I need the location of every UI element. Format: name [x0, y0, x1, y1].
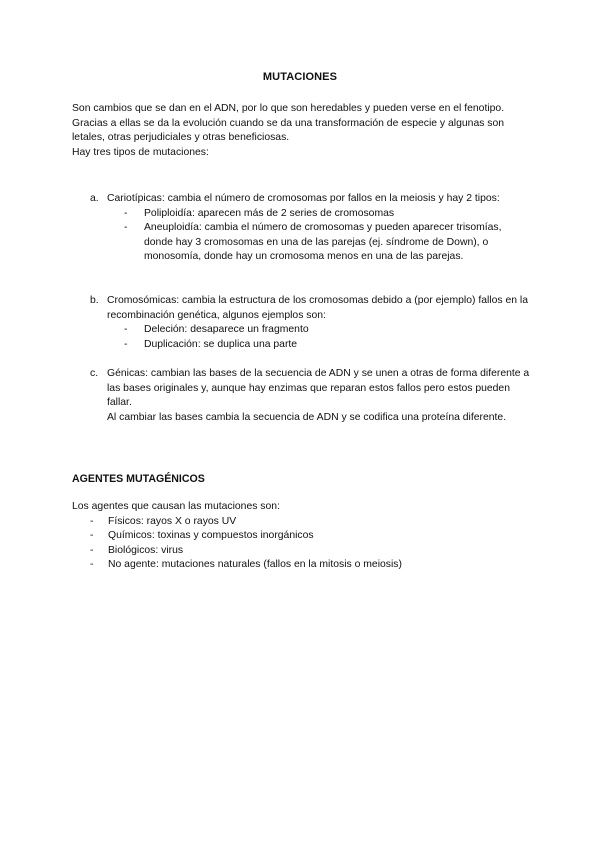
dash-bullet: -	[124, 324, 128, 336]
agents-item-text: No agente: mutaciones naturales (fallos en la mitosis o meiosis)	[108, 559, 402, 571]
sublist-item	[124, 323, 530, 338]
agents-list-item	[72, 544, 532, 559]
mutation-type-text: Cariotípicas: cambia el número de cromosomas por fallos en la meiosis y hay 2 tipos:	[107, 193, 500, 204]
mutation-type-text: Cromosómicas: cambia la estructura de los cromosomas debido a (por ejemplo) fallos en la recombinación genética, algunos ejemplos son:	[107, 295, 529, 321]
agents-intro: Los agentes que causan las mutaciones son:	[72, 501, 280, 512]
sublist-item	[124, 221, 530, 265]
dash-bullet: -	[124, 222, 128, 234]
intro-section	[72, 102, 532, 160]
list-marker: c.	[90, 368, 99, 379]
agents-item-text: Físicos: rayos X o rayos UV	[108, 515, 237, 527]
sublist-item	[124, 338, 530, 353]
agents-list-item	[72, 529, 532, 544]
agents-list-item	[72, 515, 532, 530]
intro-paragraph: Son cambios que se dan en el ADN, por lo que son heredables y pueden verse en el fenotipo.	[72, 103, 505, 114]
agents-list-item	[72, 558, 532, 573]
sublist-item	[124, 207, 530, 222]
mutation-type-a	[90, 192, 530, 265]
list-marker: b.	[90, 295, 99, 306]
agents-item-text: Químicos: toxinas y compuestos inorgánicos	[108, 530, 314, 542]
list-marker: a.	[90, 193, 99, 204]
sublist-item-text: Deleción: desaparece un fragmento	[144, 324, 309, 336]
sublist-item-text: Aneuploidía: cambia el número de cromosomas y pueden aparecer trisomías, donde hay 3 cromosomas en una de las parejas (ej. síndrome de Down), o monosomía, donde hay un cromosoma menos en una de las parejas.	[144, 222, 502, 263]
agents-section	[72, 500, 532, 573]
mutation-type-c	[90, 367, 530, 425]
dash-bullet: -	[90, 530, 94, 542]
dash-bullet: -	[124, 338, 128, 350]
dash-bullet: -	[90, 515, 94, 527]
sublist-item-text: Poliploidía: aparecen más de 2 series de cromosomas	[144, 207, 395, 219]
intro-paragraph: Hay tres tipos de mutaciones:	[72, 146, 209, 158]
intro-paragraph: Gracias a ellas se da la evolución cuando se da una transformación de especie y algunas son letales, otras perjudiciales y otras beneficiosas.	[72, 117, 505, 144]
dash-bullet: -	[90, 544, 94, 556]
mutation-type-text: Génicas: cambian las bases de la secuencia de ADN y se unen a otras de forma diferente a las bases originales y, aunque hay enzimas que reparan estos fallos pero estos pueden fallar.	[107, 368, 530, 409]
mutation-type-extra: Al cambiar las bases cambia la secuencia de ADN y se codifica una proteína diferente.	[107, 411, 507, 423]
agents-heading: AGENTES MUTAGÉNICOS	[72, 473, 205, 485]
document-title: MUTACIONES	[262, 71, 338, 83]
dash-bullet: -	[90, 559, 94, 571]
agents-item-text: Biológicos: virus	[108, 544, 184, 556]
sublist	[107, 323, 530, 352]
sublist	[107, 207, 530, 265]
agents-list	[72, 515, 532, 573]
dash-bullet: -	[124, 207, 128, 219]
sublist-item-text: Duplicación: se duplica una parte	[144, 338, 298, 350]
mutation-type-b	[90, 294, 530, 352]
